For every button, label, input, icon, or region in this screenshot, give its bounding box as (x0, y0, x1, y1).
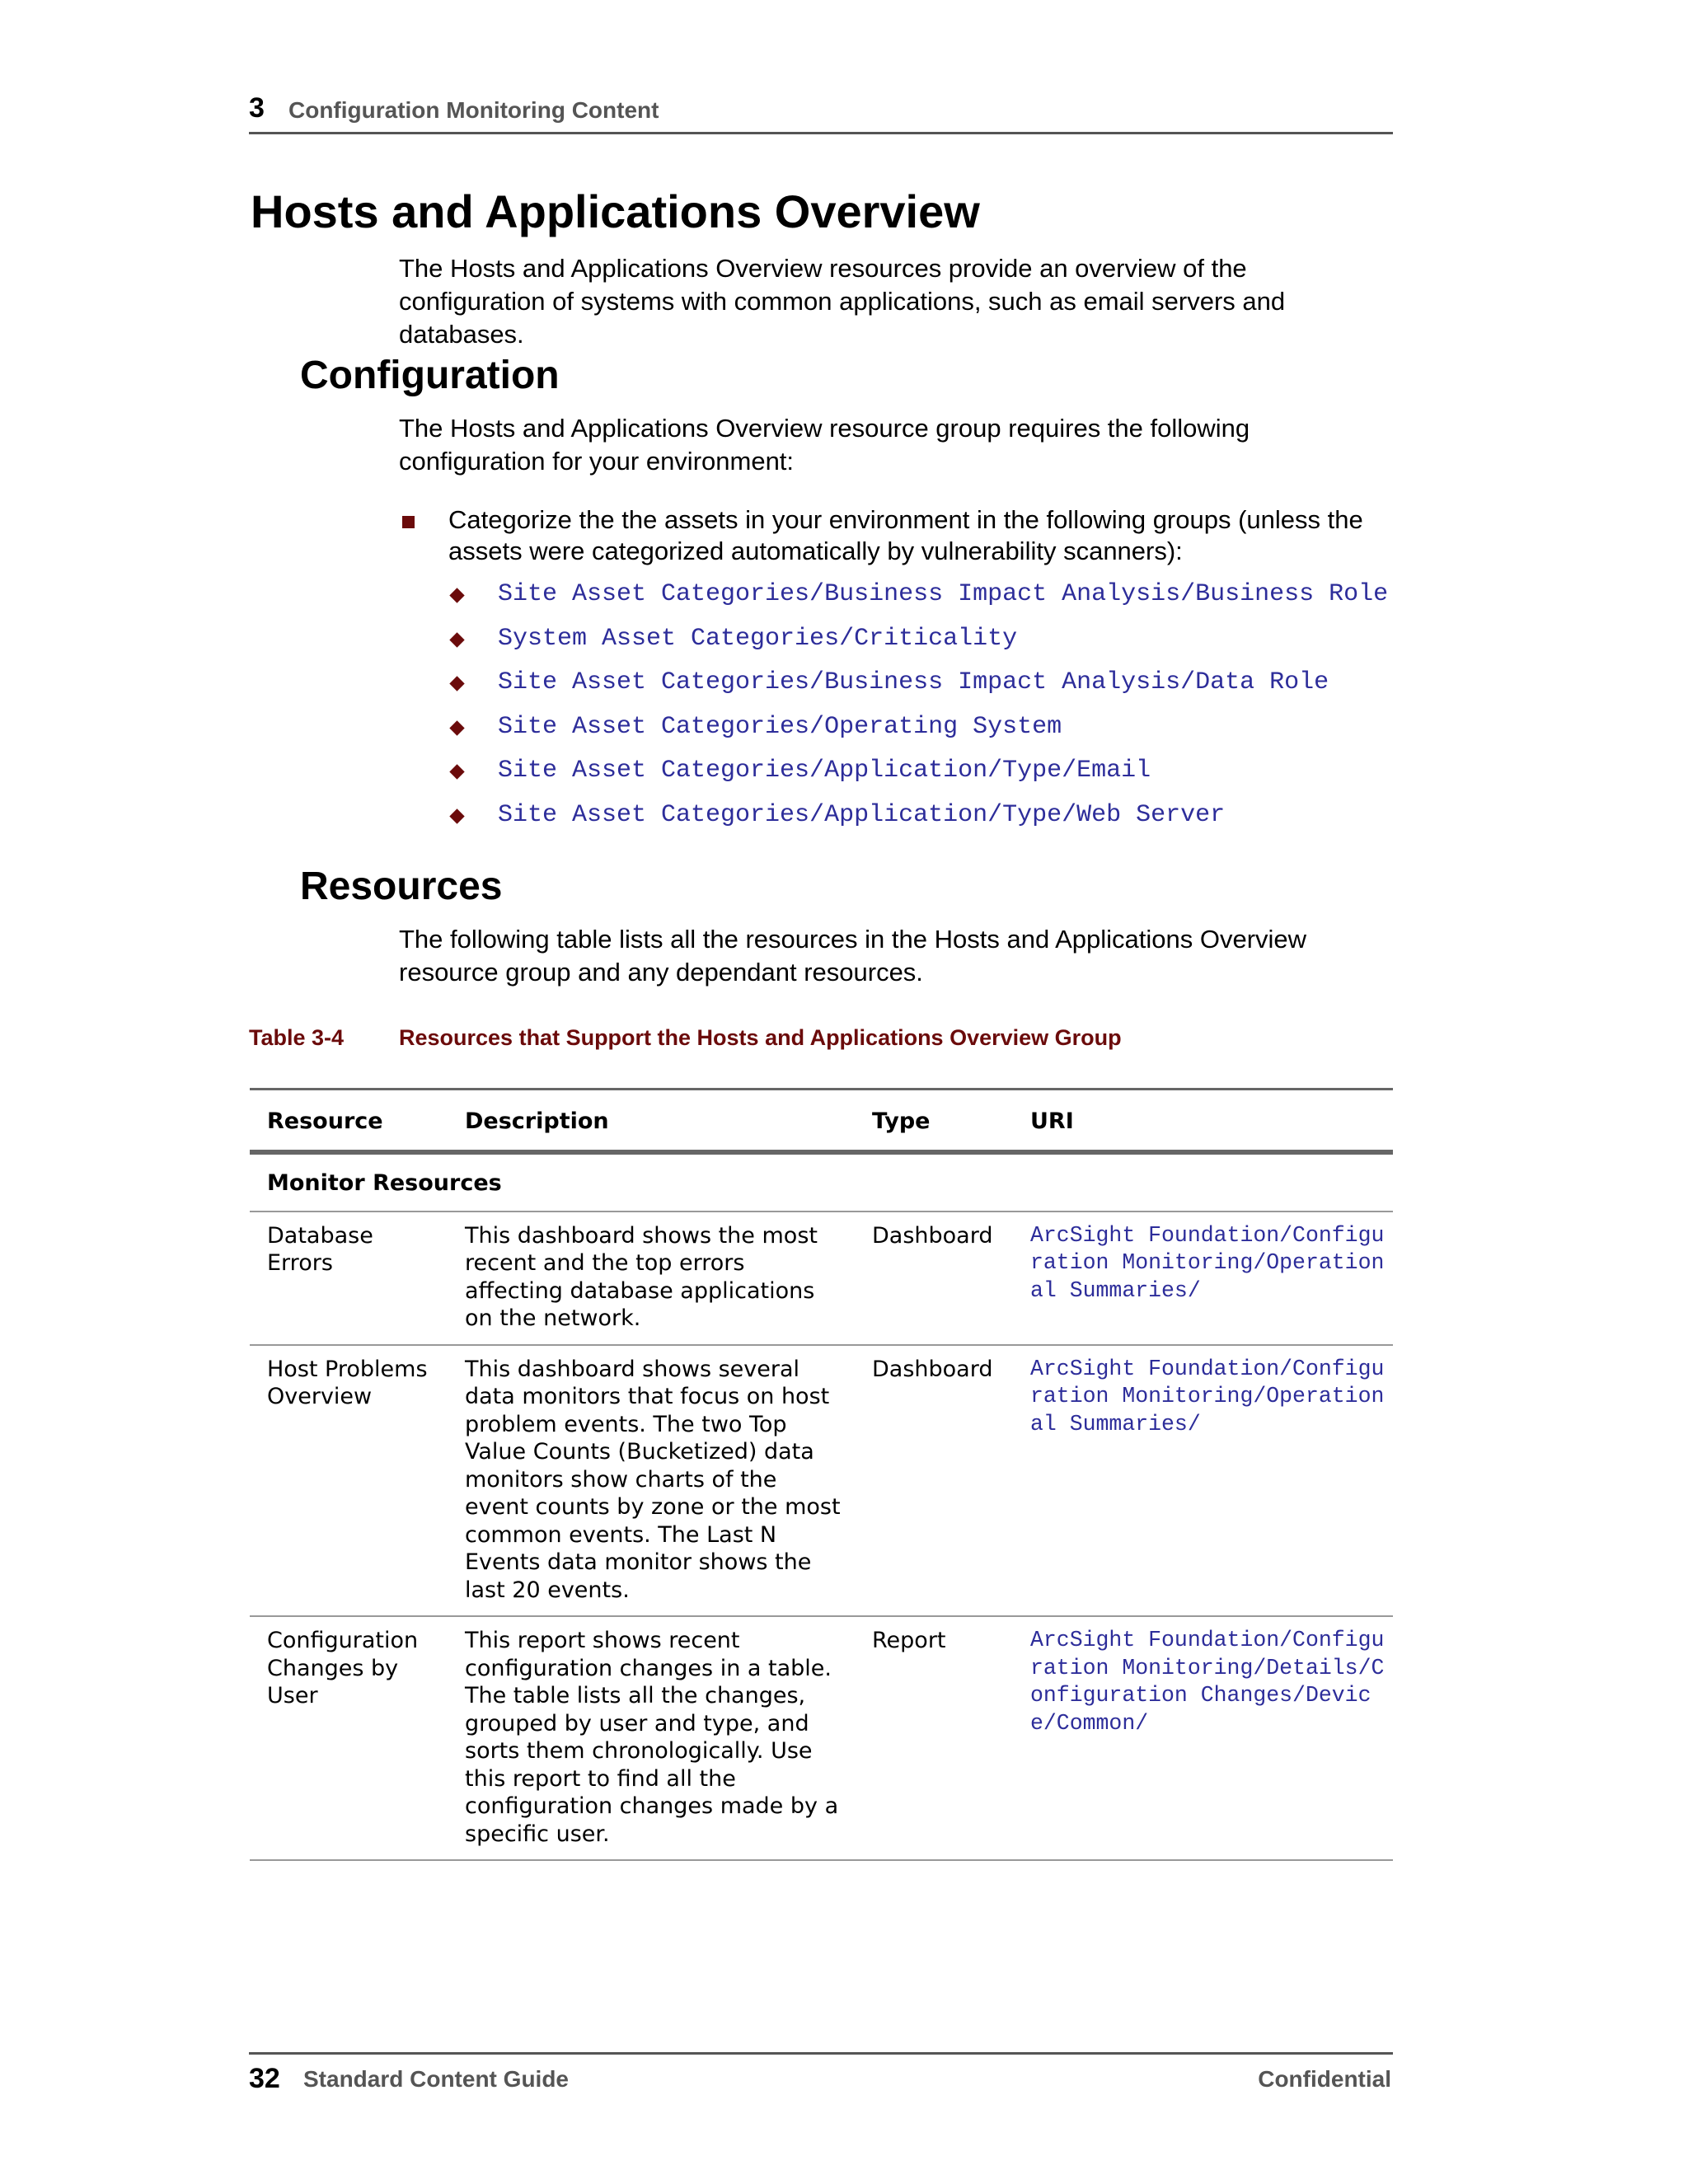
diamond-bullet-icon (449, 632, 464, 647)
configuration-heading: Configuration (300, 354, 560, 397)
resource-uri: ArcSight Foundation/Configuration Monitoring/Details/Configuration Changes/Device/Common/ (1013, 1616, 1393, 1860)
resource-type: Report (855, 1616, 1013, 1860)
asset-category-path: Site Asset Categories/Business Impact Analysis/Business Role (498, 580, 1389, 608)
resources-table (250, 1088, 1393, 1861)
classification-label: Confidential (1258, 2066, 1391, 2092)
bullet-text: Categorize the the assets in your environment in the following groups (unless the assets were categorized automatically by vulnerability scanners): (448, 505, 1363, 565)
table-group-row (250, 1152, 1393, 1212)
running-header (249, 89, 1393, 134)
section-intro: The Hosts and Applications Overview resources provide an overview of the configuration of systems with common applications, such as email servers and databases. (399, 254, 1286, 349)
running-footer (249, 2052, 1393, 2104)
resource-type: Dashboard (855, 1345, 1013, 1617)
column-header-resource: Resource (250, 1090, 448, 1153)
table-row (250, 1616, 1393, 1860)
group-label: Monitor Resources (250, 1152, 1393, 1212)
chapter-number: 3 (249, 92, 265, 124)
table-row (250, 1345, 1393, 1617)
configuration-intro: The Hosts and Applications Overview resource group requires the following configuration for your environment: (399, 414, 1250, 476)
table-row (250, 1212, 1393, 1345)
column-header-type: Type (855, 1090, 1013, 1153)
resources-heading: Resources (300, 865, 503, 908)
chapter-title: Configuration Monitoring Content (288, 97, 659, 123)
asset-category-path: Site Asset Categories/Application/Type/Web Server (498, 800, 1226, 829)
diamond-bullet-icon (449, 764, 464, 779)
resource-uri: ArcSight Foundation/Configuration Monitoring/Operational Summaries/ (1013, 1212, 1393, 1345)
table-number: Table 3-4 (249, 1025, 345, 1050)
resource-description: This report shows recent configuration changes in a table. The table lists all the changes, grouped by user and type, and sorts them chronologically. Use this report to find all the configuration changes made by a specific user. (448, 1616, 855, 1860)
diamond-bullet-icon (449, 676, 464, 691)
section-title: Hosts and Applications Overview (251, 185, 980, 237)
square-bullet-icon (402, 516, 415, 528)
resource-description: This dashboard shows several data monitors that focus on host problem events. The two Top Value Counts (Bucketized) data monitors show charts of the event counts by zone or the most common events. The Last N Events data monitor shows the last 20 events. (448, 1345, 855, 1617)
table-header-row (250, 1090, 1393, 1153)
asset-category-path: Site Asset Categories/Business Impact Analysis/Data Role (498, 668, 1329, 696)
resource-name: Database Errors (250, 1212, 448, 1345)
column-header-description: Description (448, 1090, 855, 1153)
resource-type: Dashboard (855, 1212, 1013, 1345)
diamond-bullet-icon (449, 588, 464, 602)
resource-description: This dashboard shows the most recent and the top errors affecting database applications on the network. (448, 1212, 855, 1345)
resource-name: Configuration Changes by User (250, 1616, 448, 1860)
resource-name: Host Problems Overview (250, 1345, 448, 1617)
resource-uri: ArcSight Foundation/Configuration Monitoring/Operational Summaries/ (1013, 1345, 1393, 1617)
diamond-bullet-icon (449, 808, 464, 823)
asset-category-path: Site Asset Categories/Operating System (498, 712, 1062, 741)
guide-title: Standard Content Guide (303, 2066, 569, 2092)
resources-intro: The following table lists all the resources in the Hosts and Applications Overview resource group and any dependant resources. (399, 925, 1307, 987)
asset-category-path: Site Asset Categories/Application/Type/Email (498, 757, 1151, 785)
table-title: Resources that Support the Hosts and Applications Overview Group (399, 1025, 1122, 1050)
asset-category-path: System Asset Categories/Criticality (498, 624, 1018, 653)
page-number: 32 (249, 2063, 280, 2094)
diamond-bullet-icon (449, 720, 464, 735)
column-header-uri: URI (1013, 1090, 1393, 1153)
